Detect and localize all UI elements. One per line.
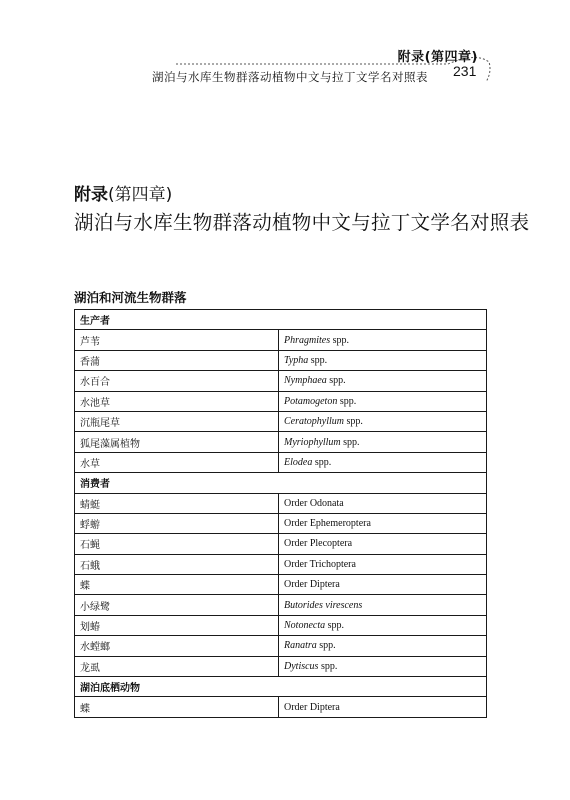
latin-genus: Ranatra [284, 640, 317, 652]
chapter-label: (第四章) [108, 185, 173, 205]
latin-name: Order Odonata [279, 493, 487, 513]
table-row [75, 636, 487, 656]
table-row [75, 411, 487, 431]
latin-genus: Phragmites [284, 334, 331, 346]
table-row [75, 513, 487, 533]
chinese-name: 芦苇 [75, 330, 279, 350]
table-row [75, 350, 487, 370]
chinese-name: 水螳螂 [75, 636, 279, 656]
latin-name: Typha spp. [279, 350, 487, 370]
chinese-name: 沉瓶尾草 [75, 411, 279, 431]
table-row [75, 391, 487, 411]
table-row [75, 534, 487, 554]
latin-genus: Ceratophyllum [284, 416, 344, 428]
latin-name: Ranatra spp. [279, 636, 487, 656]
chinese-name: 水草 [75, 452, 279, 472]
table-row [75, 330, 487, 350]
page-number: 231 [453, 63, 477, 79]
species-table [74, 309, 487, 718]
latin-name: Notonecta spp. [279, 615, 487, 635]
table-row [75, 656, 487, 676]
category-label: 消费者 [75, 473, 487, 493]
category-row [75, 473, 487, 493]
table-row [75, 371, 487, 391]
category-row [75, 310, 487, 330]
latin-name: Nymphaea spp. [279, 371, 487, 391]
chinese-name: 石蛾 [75, 554, 279, 574]
page-title: 湖泊与水库生物群落动植物中文与拉丁文学名对照表 [74, 211, 530, 234]
chinese-name: 蝶 [75, 575, 279, 595]
table-row [75, 595, 487, 615]
chinese-name: 蜻蜓 [75, 493, 279, 513]
latin-genus: Notonecta [284, 620, 326, 632]
category-label: 湖泊底栖动物 [75, 677, 487, 697]
category-label: 生产者 [75, 310, 487, 330]
table-row [75, 554, 487, 574]
table-row [75, 432, 487, 452]
latin-name: Order Plecoptera [279, 534, 487, 554]
latin-name: Order Trichoptera [279, 554, 487, 574]
table-row [75, 697, 487, 717]
latin-genus: Myriophyllum [284, 436, 341, 448]
latin-name: Order Ephemeroptera [279, 513, 487, 533]
latin-name: Order Diptera [279, 697, 487, 717]
running-header-appendix: 附录(第四章) [397, 50, 478, 65]
running-header [0, 0, 570, 92]
table-row [75, 493, 487, 513]
latin-name: Order Diptera [279, 575, 487, 595]
chinese-name: 石蝇 [75, 534, 279, 554]
latin-genus: Dytiscus [284, 660, 319, 672]
latin-genus: Elodea [284, 456, 313, 468]
table-row [75, 575, 487, 595]
running-header-subtitle: 湖泊与水库生物群落动植物中文与拉丁文学名对照表 [152, 70, 428, 84]
table-row [75, 452, 487, 472]
latin-genus: Typha [284, 354, 309, 366]
appendix-label: 附录 [74, 185, 108, 205]
chinese-name: 龙虱 [75, 656, 279, 676]
latin-name: Elodea spp. [279, 452, 487, 472]
latin-genus: Potamogeton [284, 395, 338, 407]
latin-name: Potamogeton spp. [279, 391, 487, 411]
chinese-name: 狐尾藻属植物 [75, 432, 279, 452]
species-table-body [75, 310, 487, 718]
latin-name: Phragmites spp. [279, 330, 487, 350]
latin-name: Myriophyllum spp. [279, 432, 487, 452]
appendix-heading [74, 180, 172, 205]
latin-genus: Nymphaea [284, 375, 327, 387]
chinese-name: 水百合 [75, 371, 279, 391]
chinese-name: 小绿鹭 [75, 595, 279, 615]
table-row [75, 615, 487, 635]
chinese-name: 蝶 [75, 697, 279, 717]
latin-genus: Butorides virescens [284, 599, 363, 611]
latin-name: Dytiscus spp. [279, 656, 487, 676]
latin-name: Ceratophyllum spp. [279, 411, 487, 431]
chinese-name: 水池草 [75, 391, 279, 411]
chinese-name: 划蝽 [75, 615, 279, 635]
section-title: 湖泊和河流生物群落 [74, 290, 187, 305]
latin-name [279, 595, 487, 615]
chinese-name: 香蒲 [75, 350, 279, 370]
chinese-name: 蜉蝣 [75, 513, 279, 533]
category-row [75, 677, 487, 697]
